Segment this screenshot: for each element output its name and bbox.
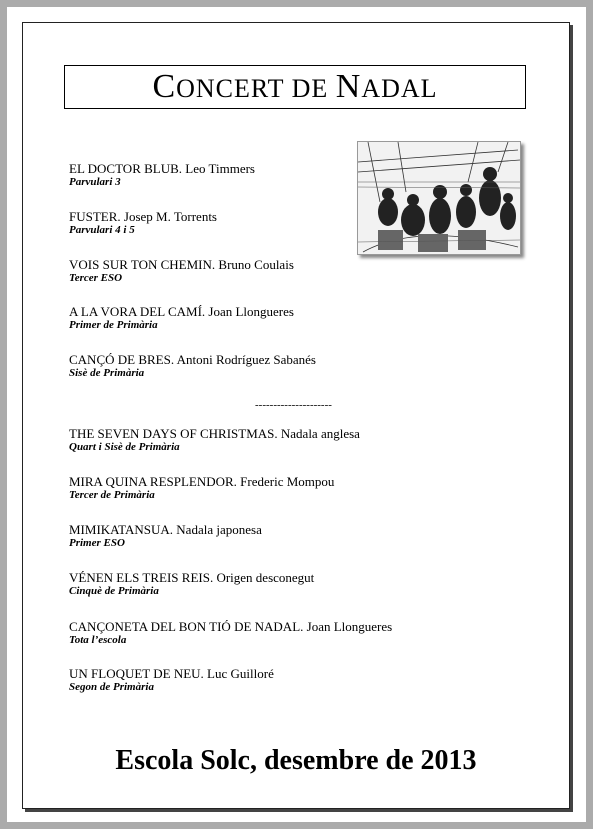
- title-initial-c: C: [152, 68, 177, 105]
- piece-title: UN FLOQUET DE NEU. Luc Guilloré: [69, 666, 274, 681]
- program-item: [69, 522, 499, 550]
- piece-title: MIMIKATANSUA. Nadala japonesa: [69, 522, 262, 537]
- program-item: [69, 209, 499, 237]
- program-item: [69, 666, 499, 694]
- page-shadow-right: [570, 25, 573, 812]
- document-page: [7, 7, 586, 822]
- choir-illustration: [357, 141, 521, 255]
- piece-performer: Sisè de Primària: [69, 367, 145, 379]
- program-item: [69, 570, 499, 598]
- title-initial-n: N: [335, 68, 362, 105]
- choir-engraving-image: [358, 142, 520, 254]
- school-footer: Escola Solc, desembre de 2013: [115, 745, 477, 776]
- piece-title: CANÇÓ DE BRES. Antoni Rodríguez Sabanés: [69, 352, 316, 367]
- piece-title: THE SEVEN DAYS OF CHRISTMAS. Nadala anglesa: [69, 426, 360, 441]
- title-box: [64, 65, 526, 109]
- piece-title: VOIS SUR TON CHEMIN. Bruno Coulais: [69, 257, 294, 272]
- piece-performer: Tercer ESO: [69, 272, 123, 284]
- piece-title: VÉNEN ELS TREIS REIS. Origen desconegut: [69, 570, 315, 585]
- program-item: [69, 426, 499, 454]
- piece-title: FUSTER. Josep M. Torrents: [69, 209, 217, 224]
- piece-performer: Parvulari 3: [69, 176, 121, 188]
- title-word-concert: ONCERT DE: [176, 74, 336, 103]
- program-item: [69, 474, 499, 502]
- piece-performer: Tercer de Primària: [69, 489, 155, 501]
- program-item: [69, 352, 499, 380]
- program-item: [69, 161, 499, 189]
- program-item: [69, 257, 499, 285]
- page-shadow-bottom: [25, 809, 573, 812]
- piece-performer: Cinquè de Primària: [69, 585, 159, 597]
- piece-performer: Segon de Primària: [69, 681, 154, 693]
- piece-performer: Tota l’escola: [69, 634, 127, 646]
- piece-title: MIRA QUINA RESPLENDOR. Frederic Mompou: [69, 474, 335, 489]
- piece-performer: Parvulari 4 i 5: [69, 224, 135, 236]
- program-item: [69, 619, 499, 647]
- piece-performer: Quart i Sisè de Primària: [69, 441, 180, 453]
- piece-performer: Primer de Primària: [69, 319, 158, 331]
- section-divider: ---------------------: [255, 399, 332, 411]
- title-word-nadal: ADAL: [361, 74, 438, 103]
- piece-title: CANÇONETA DEL BON TIÓ DE NADAL. Joan Llongueres: [69, 619, 393, 634]
- program-item: [69, 304, 499, 332]
- piece-title: A LA VORA DEL CAMÍ. Joan Llongueres: [69, 304, 294, 319]
- page-title: [152, 68, 437, 106]
- piece-performer: Primer ESO: [69, 537, 125, 549]
- piece-title: EL DOCTOR BLUB. Leo Timmers: [69, 161, 255, 176]
